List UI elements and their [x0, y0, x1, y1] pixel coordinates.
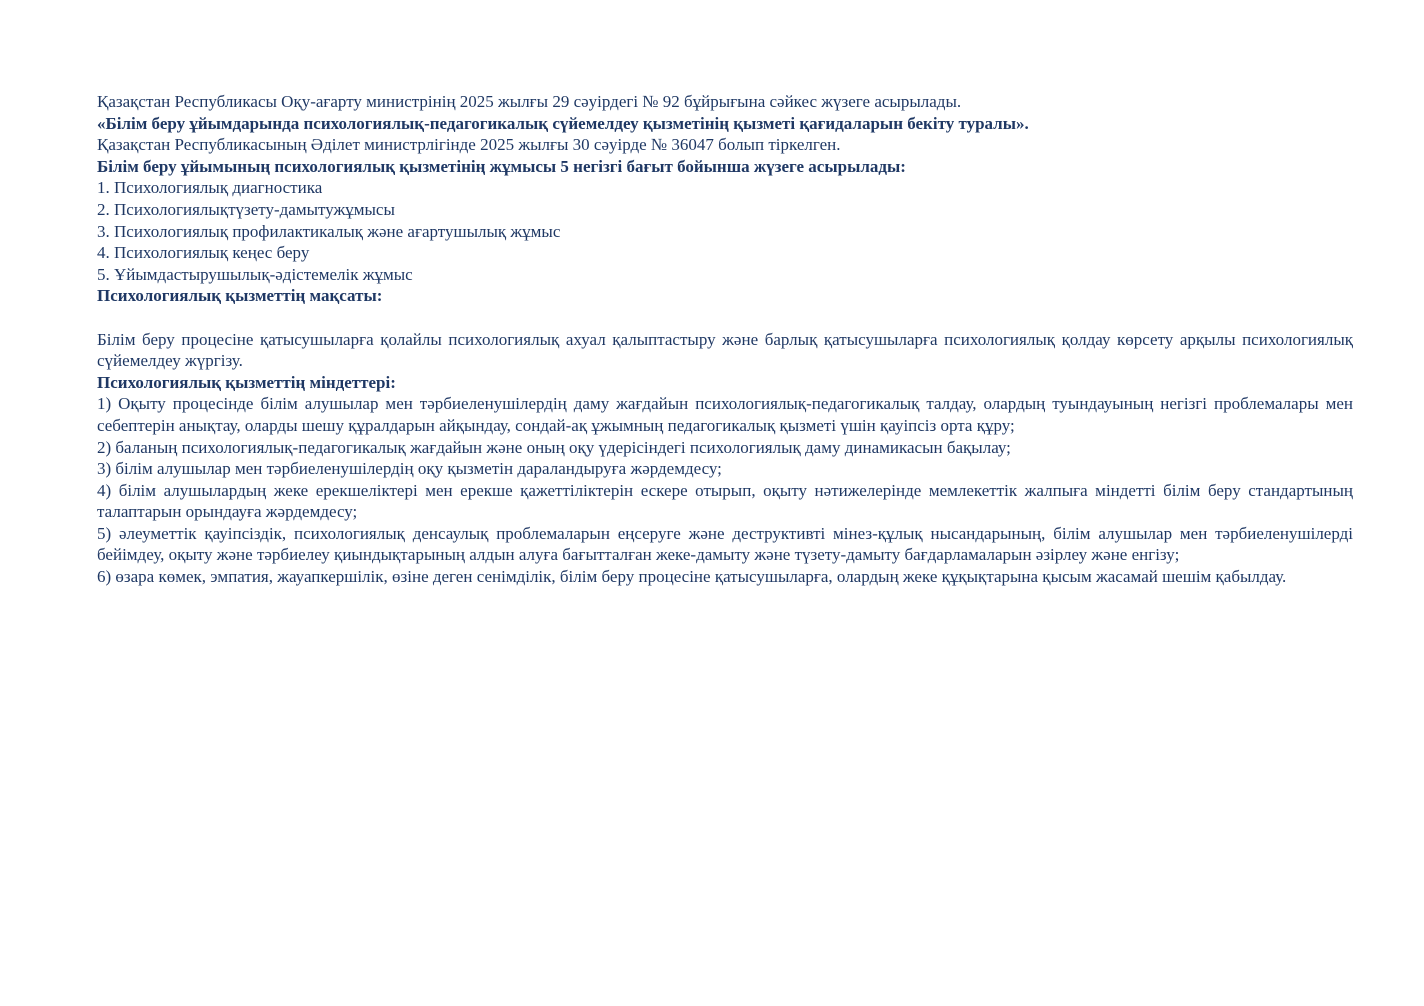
task-item-6: 6) өзара көмек, эмпатия, жауапкершілік, өзіне деген сенімділік, білім беру процесіне қатысушыларға, олардың жеке құқықтарына қысым жасамай шешім қабылдау.: [97, 567, 1287, 587]
task-item-3: 3) білім алушылар мен тәрбиеленушілердің оқу қызметін дараландыруға жәрдемдесу;: [97, 459, 722, 479]
direction-item-3: 3. Психологиялық профилактикалық және ағартушылық жұмыс: [97, 221, 561, 241]
directions-heading: Білім беру ұйымының психологиялық қызметінің жұмысы 5 негізгі бағыт бойынша жүзеге асырылады:: [97, 156, 906, 176]
goal-heading: Психологиялық қызметтің мақсаты:: [97, 286, 383, 306]
blank-line-spacer: [97, 307, 1353, 329]
document-text-block: [97, 91, 1353, 588]
task-item-4: 4) білім алушылардың жеке ерекшеліктері мен ерекше қажеттіліктерін ескере отырып, оқыту нәтижелерінде мемлекеттік жалпыға міндетті білім беру стандартының талаптарын орындауға жәрдемдесу;: [97, 480, 1353, 522]
order-title-line: «Білім беру ұйымдарында психологиялық-педагогикалық сүйемелдеу қызметінің қызметі қағидаларын бекіту туралы».: [97, 113, 1029, 133]
task-item-5: 5) әлеуметтік қауіпсіздік, психологиялық денсаулық проблемаларын еңсеруге және деструктивті мінез-құлық нысандарының, білім алушылар мен тәрбиеленушілерді бейімдеу, оқыту және тәрбиелеу қиындықтарының алдын алуға бағытталған жеке-дамыту және түзету-дамыту бағдарламаларын әзірлеу және енгізу;: [97, 523, 1353, 565]
direction-item-4: 4. Психологиялық кеңес беру: [97, 243, 310, 263]
order-reference-line: Қазақстан Республикасы Оқу-ағарту министрінің 2025 жылғы 29 сәуірдегі № 92 бұйрығына сәйкес жүзеге асырылады.: [97, 92, 962, 111]
task-item-1: 1) Оқыту процесінде білім алушылар мен тәрбиеленушілердің даму жағдайын психологиялық-педагогикалық талдау, олардың туындауының негізгі проблемалары мен себептерін анықтау, оларды шешу құралдарын айқындау, сондай-ақ ұжымның педагогикалық қызметі үшін қауіпсіз орта құру;: [97, 394, 1353, 435]
direction-item-2: 2. Психологиялықтүзету-дамытужұмысы: [97, 199, 395, 219]
registration-line: Қазақстан Республикасының Әділет министрлігінде 2025 жылғы 30 сәуірде № 36047 болып тіркелген.: [97, 135, 841, 155]
direction-item-1: 1. Психологиялық диагностика: [97, 178, 323, 198]
direction-item-5: 5. Ұйымдастырушылық-әдістемелік жұмыс: [97, 264, 413, 284]
tasks-heading: Психологиялық қызметтің міндеттері:: [97, 372, 396, 392]
task-item-2: 2) баланың психологиялық-педагогикалық жағдайын және оның оқу үдерісіндегі психологиялық даму динамикасын бақылау;: [97, 437, 1011, 457]
goal-paragraph: Білім беру процесіне қатысушыларға қолайлы психологиялық ахуал қалыптастыру және барлық қатысушыларға психологиялық қолдау көрсету арқылы психологиялық сүйемелдеу жүргізу.: [97, 329, 1353, 371]
